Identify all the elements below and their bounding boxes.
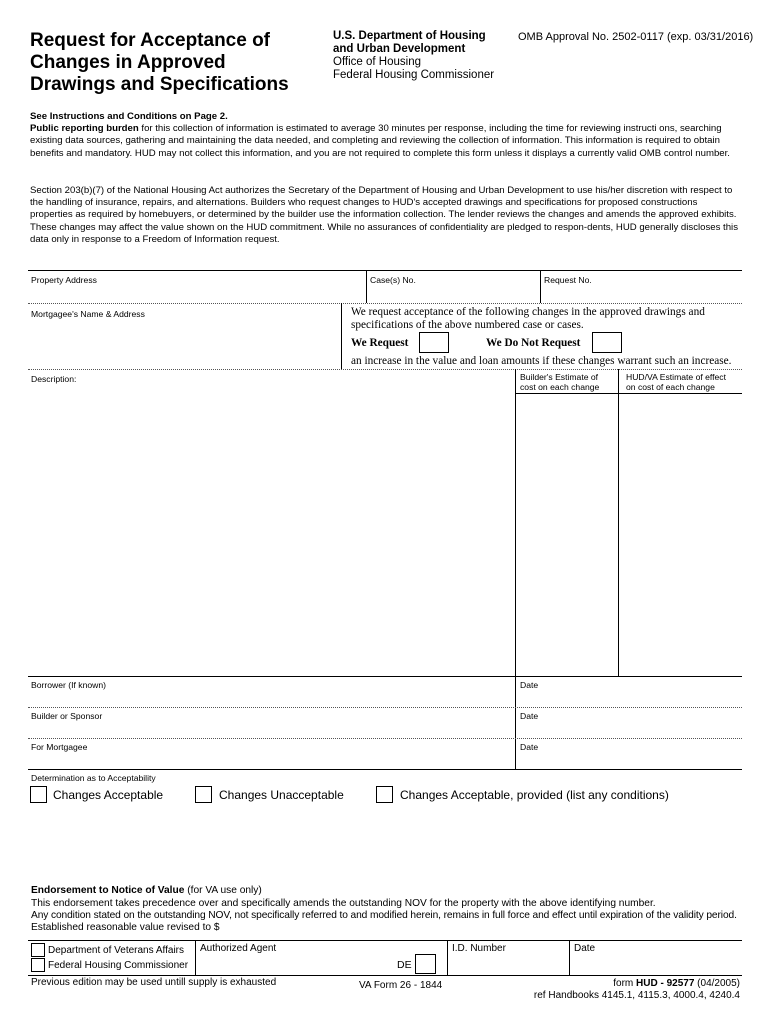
builder-estimate-label: [520, 372, 599, 392]
hudva-estimate-field[interactable]: [620, 395, 741, 675]
section-paragraph: Section 203(b)(7) of the National Housing Act authorizes the Secretary of the Department of Housing and Urban Development to use his/her discretion with respect to the handling of insurance, repairs, and alternations. Builders who request changes to HUD's accepted drawings and specifications for proposed constructions properties as required by homebuyers, or determined by the builder use the information collection. The lender reviews the changes and amends the approved exhibits. These changes may affect the value shown on the HUD commitment. While no assurances of confidentiality are pledged to respon-dents, HUD generally discloses this data only in response to a Freedom of Information request.: [30, 185, 738, 245]
rule-v3: [341, 303, 342, 369]
authorized-agent-label: Authorized Agent: [200, 943, 277, 954]
rule-4: [28, 676, 742, 677]
endorsement-line-2: Any condition stated on the outstanding NOV, not specifically referred to and modified herein, remains in full force and effect until expiration of the validity period.: [31, 910, 737, 921]
rule-top: [28, 270, 742, 271]
we-do-not-request-label: We Do Not Request: [486, 337, 581, 349]
rule-v5: [618, 369, 619, 676]
id-number-label: I.D. Number: [452, 943, 506, 954]
endorsement-line-1: This endorsement takes precedence over and specifically amends the outstanding NOV for the property with the above identifying number.: [31, 898, 656, 909]
case-no-label: Case(s) No.: [370, 275, 416, 285]
endorsement-title-bold: Endorsement to Notice of Value: [31, 885, 185, 896]
we-do-not-request-checkbox[interactable]: [592, 332, 622, 353]
form-title: [30, 30, 300, 96]
endorsement-title: [31, 885, 262, 896]
rule-5: [28, 707, 742, 708]
borrower-date-label: Date: [520, 680, 539, 690]
changes-acceptable-checkbox[interactable]: [30, 786, 47, 803]
form-prefix: form: [613, 978, 637, 989]
rule-2: [28, 303, 742, 304]
agency-line-3: Office of Housing: [333, 56, 422, 68]
rule-v1: [366, 270, 367, 303]
rule-v6: [515, 676, 516, 769]
mortgagee-label: Mortgagee's Name & Address: [31, 309, 145, 319]
title-line-3: Drawings and Specifications: [30, 74, 289, 95]
description-label: Description:: [31, 374, 77, 384]
fhc-label: Federal Housing Commissioner: [48, 960, 189, 971]
mortgagee-date-label: Date: [520, 742, 539, 752]
rule-v4: [515, 369, 516, 676]
fhc-checkbox[interactable]: [31, 958, 45, 972]
request-no-label: Request No.: [544, 275, 592, 285]
endorsement-line-3: Established reasonable value revised to $: [31, 922, 220, 933]
rule-estimate-header: [515, 393, 742, 394]
changes-acceptable-provided-checkbox[interactable]: [376, 786, 393, 803]
builder-estimate-line-1: Builder's Estimate of: [520, 372, 599, 382]
for-mortgagee-label: For Mortgagee: [31, 742, 88, 752]
changes-acceptable-provided-label: Changes Acceptable, provided (list any conditions): [400, 788, 669, 802]
builder-estimate-field[interactable]: [517, 395, 616, 675]
title-line-2: Changes in Approved: [30, 52, 226, 73]
changes-unacceptable-label: Changes Unacceptable: [219, 788, 344, 802]
hudva-estimate-line-2: on cost of each change: [626, 382, 715, 392]
rule-8: [28, 940, 742, 941]
hudva-estimate-line-1: HUD/VA Estimate of effect: [626, 372, 726, 382]
hudva-estimate-label: [626, 372, 726, 392]
increase-text: an increase in the value and loan amounts if these changes warrant such an increase.: [351, 355, 732, 367]
dva-checkbox[interactable]: [31, 943, 45, 957]
burden-text: for this collection of information is estimated to average 30 minutes per response, including the time for reviewing instructi ons, searching existing data sources, gathering and maintaining the data needed, and completing and reviewing the collection of information. This information is required to obtain benefits and mandatory. HUD may not collect this information, and you are not required to complete this form unless it displays a currently valid OMB control number.: [30, 123, 730, 159]
builder-estimate-line-2: cost on each change: [520, 382, 600, 392]
agency-line-4: Federal Housing Commissioner: [333, 69, 495, 81]
de-field[interactable]: [415, 954, 436, 974]
rule-9: [28, 975, 742, 976]
builder-date-label: Date: [520, 711, 539, 721]
va-form-number: VA Form 26 - 1844: [359, 980, 443, 991]
request-text: We request acceptance of the following changes in the approved drawings and specifications of the above numbered case or cases.: [351, 306, 705, 331]
footer-date-label: Date: [574, 943, 596, 954]
rule-7: [28, 769, 742, 770]
borrower-label: Borrower (If known): [31, 680, 106, 690]
agency-block: [333, 30, 494, 82]
burden-bold: Public reporting burden: [30, 123, 139, 135]
dva-label: Department of Veterans Affairs: [48, 945, 185, 956]
we-request-label: We Request: [351, 337, 409, 349]
see-instructions: See Instructions and Conditions on Page 2.: [30, 111, 228, 122]
title-line-1: Request for Acceptance of: [30, 30, 271, 51]
determination-label: Determination as to Acceptability: [31, 773, 156, 783]
agency-line-1: U.S. Department of Housing: [333, 30, 486, 42]
rule-v7: [195, 940, 196, 975]
hud-form-number: [613, 978, 740, 989]
changes-acceptable-label: Changes Acceptable: [53, 788, 164, 802]
we-request-checkbox[interactable]: [419, 332, 449, 353]
endorsement-title-rest: (for VA use only): [184, 885, 262, 896]
handbooks-reference: ref Handbooks 4145.1, 4115.3, 4000.4, 4240.4: [533, 990, 740, 1001]
form-date: (04/2005): [694, 978, 740, 989]
rule-v8: [447, 940, 448, 975]
changes-unacceptable-checkbox[interactable]: [195, 786, 212, 803]
description-field[interactable]: [31, 386, 511, 674]
rule-3: [28, 369, 742, 370]
rule-v2: [540, 270, 541, 303]
builder-sponsor-label: Builder or Sponsor: [31, 711, 103, 721]
de-label: DE: [397, 959, 412, 971]
agency-line-2: and Urban Development: [333, 43, 466, 55]
form-no: HUD - 92577: [636, 978, 695, 989]
conditions-field[interactable]: [31, 808, 741, 878]
rule-v9: [569, 940, 570, 975]
instructions-paragraph: [30, 111, 742, 160]
rule-6: [28, 738, 742, 739]
previous-edition-note: Previous edition may be used untill supply is exhausted: [31, 977, 277, 988]
property-address-label: Property Address: [31, 275, 97, 285]
omb-approval: OMB Approval No. 2502-0117 (exp. 03/31/2016): [518, 31, 754, 43]
